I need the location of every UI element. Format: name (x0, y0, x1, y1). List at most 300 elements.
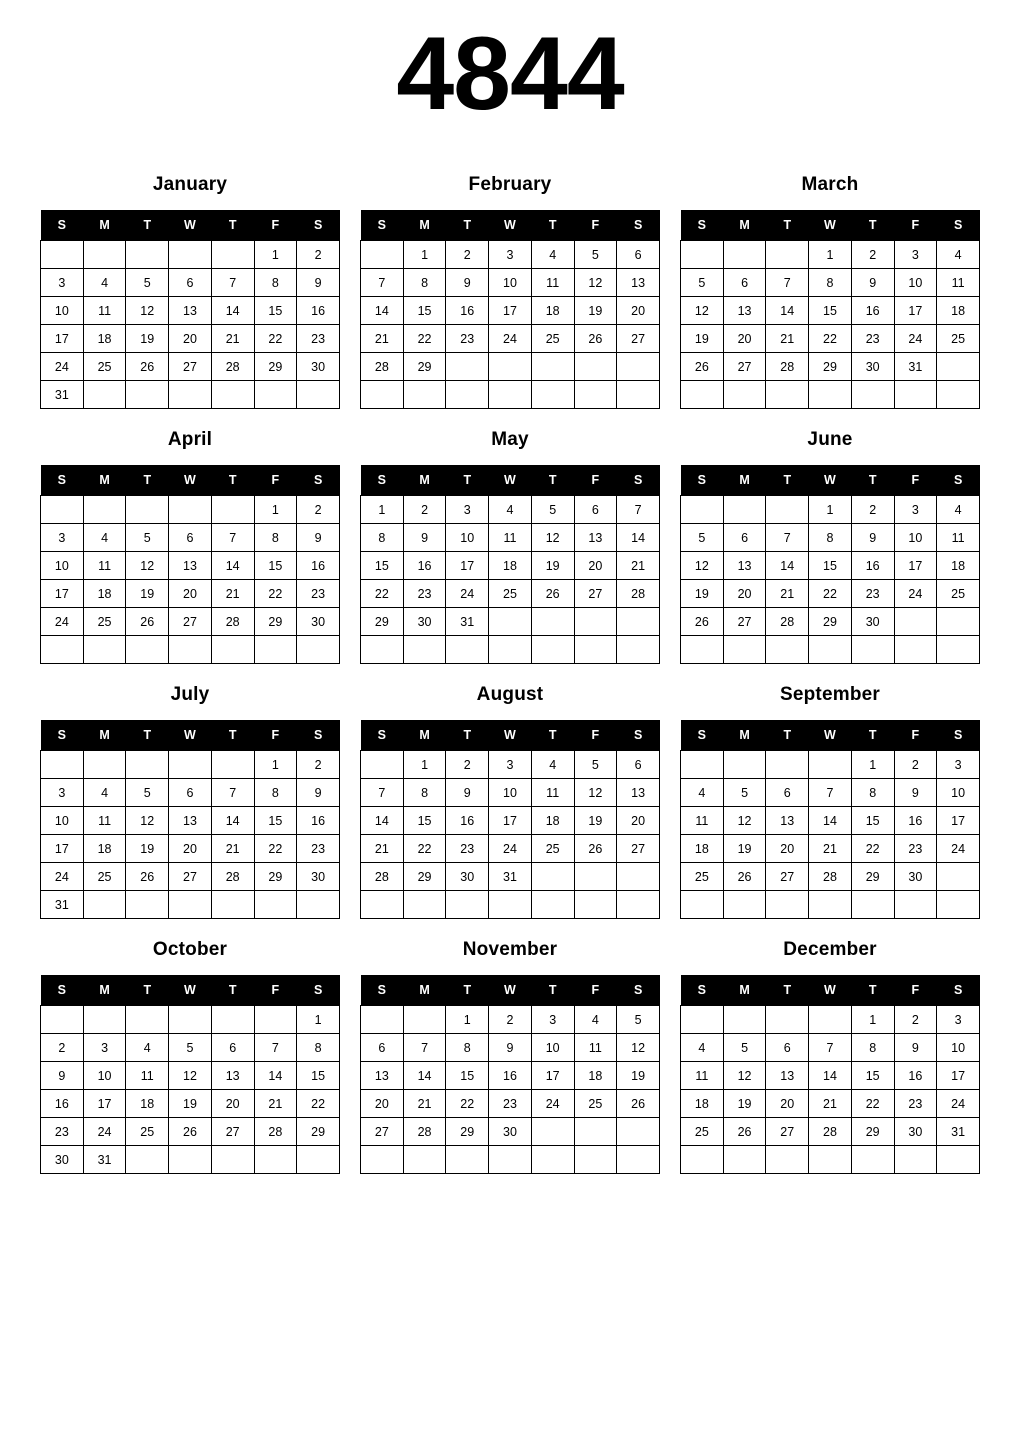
day-cell[interactable]: 18 (531, 807, 574, 835)
day-cell[interactable]: 1 (851, 1006, 894, 1034)
day-cell[interactable]: 4 (574, 1006, 617, 1034)
day-cell[interactable]: 30 (297, 863, 340, 891)
day-cell[interactable]: 21 (809, 1090, 852, 1118)
day-cell[interactable]: 24 (41, 863, 84, 891)
day-cell[interactable]: 11 (681, 807, 724, 835)
day-cell[interactable]: 10 (446, 524, 489, 552)
day-cell[interactable]: 28 (211, 353, 254, 381)
day-cell[interactable]: 27 (169, 608, 212, 636)
day-cell[interactable]: 20 (766, 835, 809, 863)
day-cell[interactable]: 13 (361, 1062, 404, 1090)
day-cell[interactable]: 17 (937, 1062, 980, 1090)
day-cell[interactable]: 28 (211, 863, 254, 891)
day-cell[interactable]: 26 (681, 608, 724, 636)
day-cell[interactable]: 10 (489, 779, 532, 807)
day-cell[interactable]: 4 (681, 1034, 724, 1062)
day-cell[interactable]: 22 (403, 835, 446, 863)
day-cell[interactable]: 5 (126, 779, 169, 807)
day-cell[interactable]: 22 (851, 835, 894, 863)
day-cell[interactable]: 29 (254, 863, 297, 891)
day-cell[interactable]: 4 (531, 751, 574, 779)
day-cell[interactable]: 2 (41, 1034, 84, 1062)
day-cell[interactable]: 16 (297, 297, 340, 325)
day-cell[interactable]: 25 (83, 353, 126, 381)
day-cell[interactable]: 12 (617, 1034, 660, 1062)
day-cell[interactable]: 11 (937, 269, 980, 297)
day-cell[interactable]: 22 (254, 580, 297, 608)
day-cell[interactable]: 22 (297, 1090, 340, 1118)
day-cell[interactable]: 27 (211, 1118, 254, 1146)
day-cell[interactable]: 8 (254, 779, 297, 807)
day-cell[interactable]: 29 (254, 353, 297, 381)
day-cell[interactable]: 17 (937, 807, 980, 835)
day-cell[interactable]: 14 (766, 552, 809, 580)
day-cell[interactable]: 1 (446, 1006, 489, 1034)
day-cell[interactable]: 16 (894, 1062, 937, 1090)
day-cell[interactable]: 16 (297, 807, 340, 835)
day-cell[interactable]: 6 (211, 1034, 254, 1062)
day-cell[interactable]: 27 (617, 835, 660, 863)
day-cell[interactable]: 10 (41, 297, 84, 325)
day-cell[interactable]: 11 (531, 269, 574, 297)
day-cell[interactable]: 25 (937, 325, 980, 353)
day-cell[interactable]: 23 (403, 580, 446, 608)
day-cell[interactable]: 6 (723, 269, 766, 297)
day-cell[interactable]: 25 (489, 580, 532, 608)
day-cell[interactable]: 4 (531, 241, 574, 269)
day-cell[interactable]: 5 (617, 1006, 660, 1034)
day-cell[interactable]: 17 (894, 297, 937, 325)
day-cell[interactable]: 27 (169, 863, 212, 891)
day-cell[interactable]: 21 (617, 552, 660, 580)
day-cell[interactable]: 17 (489, 807, 532, 835)
day-cell[interactable]: 9 (297, 524, 340, 552)
day-cell[interactable]: 28 (361, 863, 404, 891)
day-cell[interactable]: 21 (254, 1090, 297, 1118)
day-cell[interactable]: 3 (937, 1006, 980, 1034)
day-cell[interactable]: 1 (254, 496, 297, 524)
day-cell[interactable]: 18 (937, 552, 980, 580)
day-cell[interactable]: 2 (297, 241, 340, 269)
day-cell[interactable]: 14 (254, 1062, 297, 1090)
day-cell[interactable]: 13 (723, 297, 766, 325)
day-cell[interactable]: 9 (894, 1034, 937, 1062)
day-cell[interactable]: 31 (41, 381, 84, 409)
day-cell[interactable]: 26 (574, 325, 617, 353)
day-cell[interactable]: 12 (574, 779, 617, 807)
day-cell[interactable]: 9 (894, 779, 937, 807)
day-cell[interactable]: 29 (403, 353, 446, 381)
day-cell[interactable]: 20 (211, 1090, 254, 1118)
day-cell[interactable]: 11 (126, 1062, 169, 1090)
day-cell[interactable]: 10 (894, 524, 937, 552)
day-cell[interactable]: 15 (851, 807, 894, 835)
day-cell[interactable]: 26 (574, 835, 617, 863)
day-cell[interactable]: 26 (126, 353, 169, 381)
day-cell[interactable]: 26 (531, 580, 574, 608)
day-cell[interactable]: 29 (254, 608, 297, 636)
day-cell[interactable]: 8 (361, 524, 404, 552)
day-cell[interactable]: 28 (809, 1118, 852, 1146)
day-cell[interactable]: 6 (766, 1034, 809, 1062)
day-cell[interactable]: 25 (937, 580, 980, 608)
day-cell[interactable]: 22 (361, 580, 404, 608)
day-cell[interactable]: 12 (126, 297, 169, 325)
day-cell[interactable]: 28 (766, 353, 809, 381)
day-cell[interactable]: 29 (851, 1118, 894, 1146)
day-cell[interactable]: 10 (41, 552, 84, 580)
day-cell[interactable]: 23 (894, 835, 937, 863)
day-cell[interactable]: 8 (254, 524, 297, 552)
day-cell[interactable]: 24 (894, 325, 937, 353)
day-cell[interactable]: 22 (809, 580, 852, 608)
day-cell[interactable]: 5 (574, 241, 617, 269)
day-cell[interactable]: 27 (169, 353, 212, 381)
day-cell[interactable]: 4 (937, 241, 980, 269)
day-cell[interactable]: 22 (254, 835, 297, 863)
day-cell[interactable]: 12 (723, 1062, 766, 1090)
day-cell[interactable]: 31 (446, 608, 489, 636)
day-cell[interactable]: 1 (361, 496, 404, 524)
day-cell[interactable]: 23 (41, 1118, 84, 1146)
day-cell[interactable]: 25 (83, 608, 126, 636)
day-cell[interactable]: 8 (851, 1034, 894, 1062)
day-cell[interactable]: 5 (681, 524, 724, 552)
day-cell[interactable]: 19 (617, 1062, 660, 1090)
day-cell[interactable]: 22 (851, 1090, 894, 1118)
day-cell[interactable]: 12 (169, 1062, 212, 1090)
day-cell[interactable]: 12 (126, 552, 169, 580)
day-cell[interactable]: 18 (83, 580, 126, 608)
day-cell[interactable]: 4 (83, 269, 126, 297)
day-cell[interactable]: 31 (894, 353, 937, 381)
day-cell[interactable]: 7 (254, 1034, 297, 1062)
day-cell[interactable]: 11 (681, 1062, 724, 1090)
day-cell[interactable]: 25 (574, 1090, 617, 1118)
day-cell[interactable]: 6 (617, 751, 660, 779)
day-cell[interactable]: 14 (809, 807, 852, 835)
day-cell[interactable]: 23 (297, 580, 340, 608)
day-cell[interactable]: 14 (211, 552, 254, 580)
day-cell[interactable]: 31 (41, 891, 84, 919)
day-cell[interactable]: 24 (489, 325, 532, 353)
day-cell[interactable]: 7 (211, 524, 254, 552)
day-cell[interactable]: 19 (126, 325, 169, 353)
day-cell[interactable]: 27 (766, 863, 809, 891)
day-cell[interactable]: 23 (894, 1090, 937, 1118)
day-cell[interactable]: 11 (83, 552, 126, 580)
day-cell[interactable]: 7 (211, 779, 254, 807)
day-cell[interactable]: 11 (83, 807, 126, 835)
day-cell[interactable]: 20 (766, 1090, 809, 1118)
day-cell[interactable]: 9 (446, 269, 489, 297)
day-cell[interactable]: 14 (766, 297, 809, 325)
day-cell[interactable]: 5 (169, 1034, 212, 1062)
day-cell[interactable]: 16 (41, 1090, 84, 1118)
day-cell[interactable]: 29 (446, 1118, 489, 1146)
day-cell[interactable]: 29 (403, 863, 446, 891)
day-cell[interactable]: 13 (766, 1062, 809, 1090)
day-cell[interactable]: 19 (574, 297, 617, 325)
day-cell[interactable]: 9 (403, 524, 446, 552)
day-cell[interactable]: 10 (83, 1062, 126, 1090)
day-cell[interactable]: 4 (126, 1034, 169, 1062)
day-cell[interactable]: 17 (41, 580, 84, 608)
day-cell[interactable]: 24 (894, 580, 937, 608)
day-cell[interactable]: 6 (169, 779, 212, 807)
day-cell[interactable]: 12 (681, 552, 724, 580)
day-cell[interactable]: 3 (489, 751, 532, 779)
day-cell[interactable]: 25 (126, 1118, 169, 1146)
day-cell[interactable]: 25 (681, 1118, 724, 1146)
day-cell[interactable]: 11 (531, 779, 574, 807)
day-cell[interactable]: 6 (766, 779, 809, 807)
day-cell[interactable]: 1 (297, 1006, 340, 1034)
day-cell[interactable]: 21 (403, 1090, 446, 1118)
day-cell[interactable]: 29 (809, 608, 852, 636)
day-cell[interactable]: 12 (681, 297, 724, 325)
day-cell[interactable]: 18 (126, 1090, 169, 1118)
day-cell[interactable]: 13 (169, 297, 212, 325)
day-cell[interactable]: 28 (211, 608, 254, 636)
day-cell[interactable]: 4 (83, 779, 126, 807)
day-cell[interactable]: 24 (41, 608, 84, 636)
day-cell[interactable]: 27 (723, 353, 766, 381)
day-cell[interactable]: 7 (809, 1034, 852, 1062)
day-cell[interactable]: 11 (489, 524, 532, 552)
day-cell[interactable]: 30 (894, 1118, 937, 1146)
day-cell[interactable]: 16 (403, 552, 446, 580)
day-cell[interactable]: 3 (41, 779, 84, 807)
day-cell[interactable]: 6 (723, 524, 766, 552)
day-cell[interactable]: 23 (851, 580, 894, 608)
day-cell[interactable]: 24 (937, 835, 980, 863)
day-cell[interactable]: 19 (574, 807, 617, 835)
day-cell[interactable]: 27 (723, 608, 766, 636)
day-cell[interactable]: 13 (169, 807, 212, 835)
day-cell[interactable]: 4 (83, 524, 126, 552)
day-cell[interactable]: 3 (41, 269, 84, 297)
day-cell[interactable]: 3 (894, 241, 937, 269)
day-cell[interactable]: 9 (446, 779, 489, 807)
day-cell[interactable]: 11 (937, 524, 980, 552)
day-cell[interactable]: 13 (574, 524, 617, 552)
day-cell[interactable]: 5 (531, 496, 574, 524)
day-cell[interactable]: 31 (83, 1146, 126, 1174)
day-cell[interactable]: 10 (41, 807, 84, 835)
day-cell[interactable]: 28 (809, 863, 852, 891)
day-cell[interactable]: 28 (766, 608, 809, 636)
day-cell[interactable]: 28 (403, 1118, 446, 1146)
day-cell[interactable]: 14 (403, 1062, 446, 1090)
day-cell[interactable]: 17 (531, 1062, 574, 1090)
day-cell[interactable]: 26 (126, 863, 169, 891)
day-cell[interactable]: 2 (446, 241, 489, 269)
day-cell[interactable]: 1 (809, 496, 852, 524)
day-cell[interactable]: 8 (809, 524, 852, 552)
day-cell[interactable]: 7 (766, 524, 809, 552)
day-cell[interactable]: 26 (723, 863, 766, 891)
day-cell[interactable]: 15 (254, 807, 297, 835)
day-cell[interactable]: 31 (937, 1118, 980, 1146)
day-cell[interactable]: 10 (937, 779, 980, 807)
day-cell[interactable]: 30 (851, 353, 894, 381)
day-cell[interactable]: 16 (297, 552, 340, 580)
day-cell[interactable]: 16 (851, 297, 894, 325)
day-cell[interactable]: 20 (617, 297, 660, 325)
day-cell[interactable]: 2 (489, 1006, 532, 1034)
day-cell[interactable]: 1 (254, 751, 297, 779)
day-cell[interactable]: 11 (574, 1034, 617, 1062)
day-cell[interactable]: 26 (617, 1090, 660, 1118)
day-cell[interactable]: 9 (41, 1062, 84, 1090)
day-cell[interactable]: 18 (83, 835, 126, 863)
day-cell[interactable]: 24 (41, 353, 84, 381)
day-cell[interactable]: 19 (681, 325, 724, 353)
day-cell[interactable]: 21 (211, 835, 254, 863)
day-cell[interactable]: 15 (851, 1062, 894, 1090)
day-cell[interactable]: 17 (83, 1090, 126, 1118)
day-cell[interactable]: 9 (489, 1034, 532, 1062)
day-cell[interactable]: 15 (809, 552, 852, 580)
day-cell[interactable]: 20 (169, 835, 212, 863)
day-cell[interactable]: 9 (851, 524, 894, 552)
day-cell[interactable]: 18 (574, 1062, 617, 1090)
day-cell[interactable]: 16 (489, 1062, 532, 1090)
day-cell[interactable]: 4 (681, 779, 724, 807)
day-cell[interactable]: 3 (41, 524, 84, 552)
day-cell[interactable]: 19 (723, 835, 766, 863)
day-cell[interactable]: 15 (446, 1062, 489, 1090)
day-cell[interactable]: 9 (851, 269, 894, 297)
day-cell[interactable]: 20 (617, 807, 660, 835)
day-cell[interactable]: 2 (297, 496, 340, 524)
day-cell[interactable]: 6 (617, 241, 660, 269)
day-cell[interactable]: 25 (531, 325, 574, 353)
day-cell[interactable]: 13 (766, 807, 809, 835)
day-cell[interactable]: 24 (937, 1090, 980, 1118)
day-cell[interactable]: 11 (83, 297, 126, 325)
day-cell[interactable]: 15 (403, 297, 446, 325)
day-cell[interactable]: 8 (403, 779, 446, 807)
day-cell[interactable]: 8 (446, 1034, 489, 1062)
day-cell[interactable]: 5 (681, 269, 724, 297)
day-cell[interactable]: 14 (361, 297, 404, 325)
day-cell[interactable]: 23 (297, 835, 340, 863)
day-cell[interactable]: 15 (254, 552, 297, 580)
day-cell[interactable]: 7 (403, 1034, 446, 1062)
day-cell[interactable]: 17 (41, 325, 84, 353)
day-cell[interactable]: 20 (723, 325, 766, 353)
day-cell[interactable]: 19 (531, 552, 574, 580)
day-cell[interactable]: 24 (531, 1090, 574, 1118)
day-cell[interactable]: 14 (211, 807, 254, 835)
day-cell[interactable]: 8 (403, 269, 446, 297)
day-cell[interactable]: 2 (894, 751, 937, 779)
day-cell[interactable]: 6 (169, 524, 212, 552)
day-cell[interactable]: 1 (254, 241, 297, 269)
day-cell[interactable]: 26 (126, 608, 169, 636)
day-cell[interactable]: 18 (681, 835, 724, 863)
day-cell[interactable]: 14 (211, 297, 254, 325)
day-cell[interactable]: 26 (723, 1118, 766, 1146)
day-cell[interactable]: 16 (446, 807, 489, 835)
day-cell[interactable]: 5 (723, 1034, 766, 1062)
day-cell[interactable]: 17 (41, 835, 84, 863)
day-cell[interactable]: 21 (766, 325, 809, 353)
day-cell[interactable]: 21 (211, 325, 254, 353)
day-cell[interactable]: 5 (574, 751, 617, 779)
day-cell[interactable]: 15 (809, 297, 852, 325)
day-cell[interactable]: 30 (489, 1118, 532, 1146)
day-cell[interactable]: 17 (489, 297, 532, 325)
day-cell[interactable]: 14 (617, 524, 660, 552)
day-cell[interactable]: 10 (531, 1034, 574, 1062)
day-cell[interactable]: 27 (574, 580, 617, 608)
day-cell[interactable]: 2 (297, 751, 340, 779)
day-cell[interactable]: 17 (446, 552, 489, 580)
day-cell[interactable]: 23 (446, 325, 489, 353)
day-cell[interactable]: 15 (254, 297, 297, 325)
day-cell[interactable]: 15 (361, 552, 404, 580)
day-cell[interactable]: 10 (489, 269, 532, 297)
day-cell[interactable]: 6 (361, 1034, 404, 1062)
day-cell[interactable]: 2 (403, 496, 446, 524)
day-cell[interactable]: 14 (809, 1062, 852, 1090)
day-cell[interactable]: 9 (297, 779, 340, 807)
day-cell[interactable]: 16 (446, 297, 489, 325)
day-cell[interactable]: 21 (361, 835, 404, 863)
day-cell[interactable]: 3 (894, 496, 937, 524)
day-cell[interactable]: 16 (894, 807, 937, 835)
day-cell[interactable]: 5 (723, 779, 766, 807)
day-cell[interactable]: 1 (403, 241, 446, 269)
day-cell[interactable]: 12 (574, 269, 617, 297)
day-cell[interactable]: 9 (297, 269, 340, 297)
day-cell[interactable]: 27 (361, 1118, 404, 1146)
day-cell[interactable]: 17 (894, 552, 937, 580)
day-cell[interactable]: 21 (766, 580, 809, 608)
day-cell[interactable]: 3 (489, 241, 532, 269)
day-cell[interactable]: 4 (489, 496, 532, 524)
day-cell[interactable]: 15 (403, 807, 446, 835)
day-cell[interactable]: 31 (489, 863, 532, 891)
day-cell[interactable]: 16 (851, 552, 894, 580)
day-cell[interactable]: 19 (126, 835, 169, 863)
day-cell[interactable]: 25 (531, 835, 574, 863)
day-cell[interactable]: 2 (894, 1006, 937, 1034)
day-cell[interactable]: 18 (83, 325, 126, 353)
day-cell[interactable]: 28 (617, 580, 660, 608)
day-cell[interactable]: 13 (723, 552, 766, 580)
day-cell[interactable]: 7 (617, 496, 660, 524)
day-cell[interactable]: 2 (851, 241, 894, 269)
day-cell[interactable]: 24 (446, 580, 489, 608)
day-cell[interactable]: 5 (126, 524, 169, 552)
day-cell[interactable]: 22 (446, 1090, 489, 1118)
day-cell[interactable]: 3 (937, 751, 980, 779)
day-cell[interactable]: 12 (723, 807, 766, 835)
day-cell[interactable]: 26 (169, 1118, 212, 1146)
day-cell[interactable]: 7 (361, 269, 404, 297)
day-cell[interactable]: 4 (937, 496, 980, 524)
day-cell[interactable]: 22 (403, 325, 446, 353)
day-cell[interactable]: 5 (126, 269, 169, 297)
day-cell[interactable]: 20 (723, 580, 766, 608)
day-cell[interactable]: 1 (403, 751, 446, 779)
day-cell[interactable]: 14 (361, 807, 404, 835)
day-cell[interactable]: 29 (297, 1118, 340, 1146)
